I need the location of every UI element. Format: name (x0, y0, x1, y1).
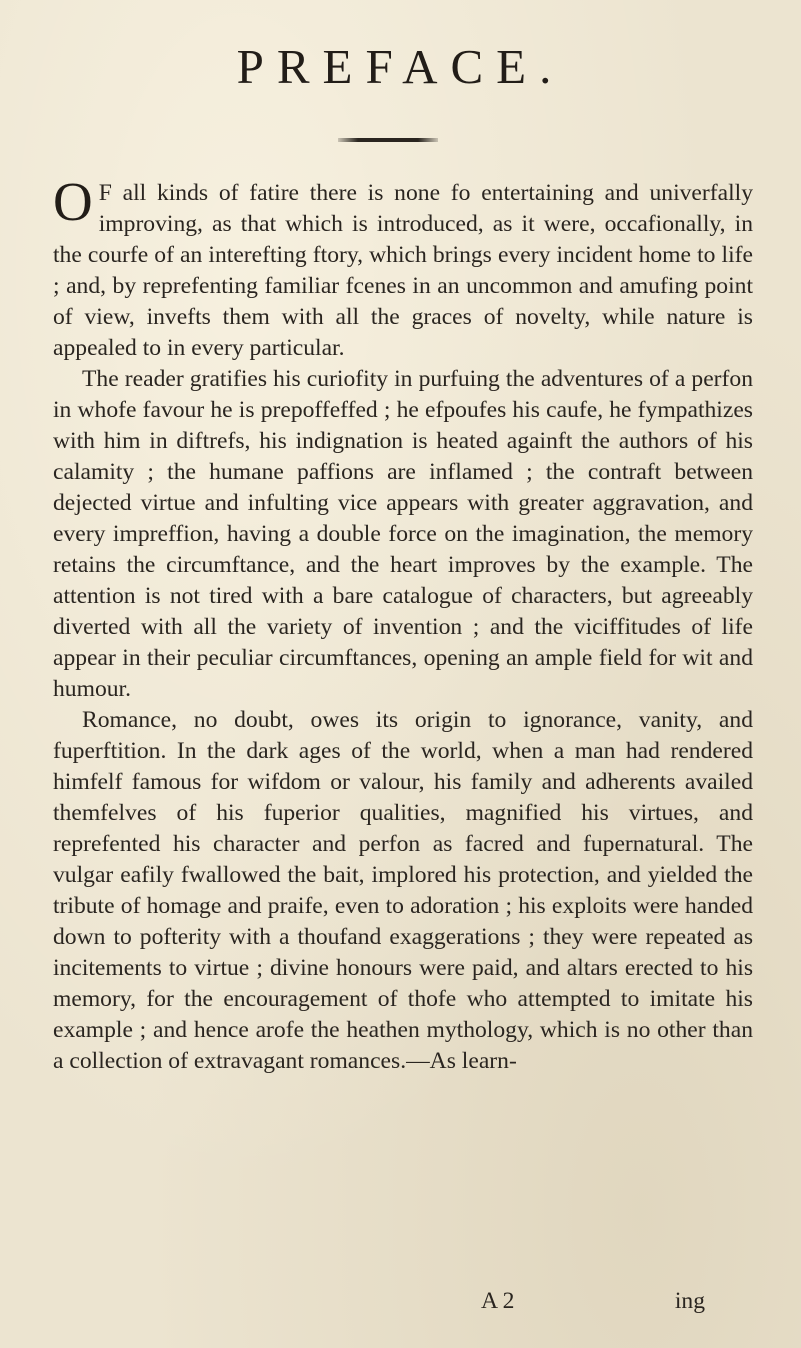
paragraph-1 (53, 171, 753, 364)
drop-cap: O (53, 171, 93, 232)
paragraph-2: The reader gratifies his curiofity in purfuing the adventures of a perfon in whofe favour he is prepoffeffed ; he efpoufes his caufe, he fympathizes with him in diftrefs, his indignation is heated againft the authors of his calamity ; the humane paffions are inflamed ; the contraft between dejected virtue and infulting vice appears with greater aggravation, and every impreffion, having a double force on the imagination, the memory retains the circumftance, and the heart improves by the example. The attention is not tired with a bare catalogue of characters, but agreeably diverted with all the variety of invention ; and the viciffitudes of life appear in their peculiar circumftances, opening an ample field for wit and humour. (53, 366, 753, 702)
paragraph-3: Romance, no doubt, owes its origin to ignorance, vanity, and fuperftition. In the dark ages of the world, when a man had rendered himfelf famous for wifdom or valour, his family and adherents availed themfelves of his fuperior qualities, magnified his virtues, and reprefented his character and perfon as facred and fupernatural. The vulgar eafily fwallowed the bait, implored his protection, and yielded the tribute of homage and praife, even to adoration ; his exploits were handed down to pofterity with a thoufand exaggerations ; they were repeated as incitements to virtue ; divine honours were paid, and altars erected to his memory, for the encouragement of thofe who attempted to imitate his example ; and hence arofe the heathen mythology, which is no other than a collection of extravagant romances.—As learn- (53, 707, 753, 1074)
signature-mark: A 2 (481, 1288, 515, 1314)
catchword: ing (674, 1288, 705, 1314)
page-title: PREFACE. (236, 39, 565, 94)
page-footer (53, 1288, 753, 1320)
ornamental-rule (338, 138, 438, 142)
paragraph-1-text: F all kinds of fatire there is none fo entertaining and univerfally improving, as that which is introduced, as it were, occafionally, in the courfe of an interefting ftory, which brings every incident home to life ; and, by reprefenting familiar fcenes in an uncommon and amufing point of view, invefts them with all the graces of novelty, while nature is appealed to in every particular. (53, 180, 753, 361)
preface-body (53, 171, 753, 1077)
